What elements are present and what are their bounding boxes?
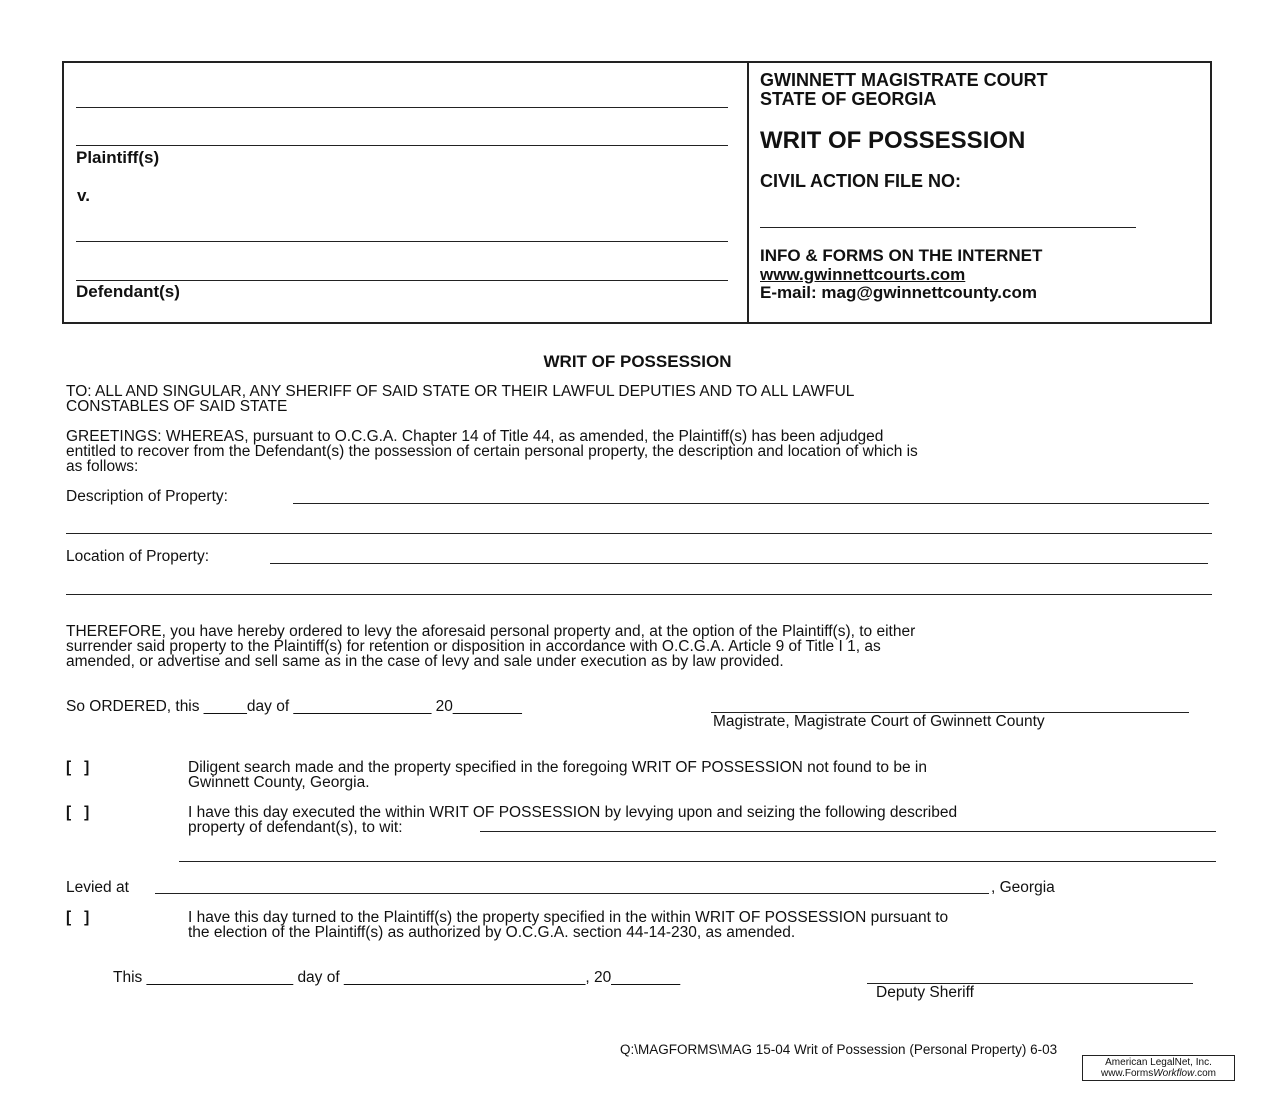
magistrate-label: Magistrate, Magistrate Court of Gwinnett County [713,713,1045,730]
vendor-url[interactable] [1083,1068,1234,1079]
versus-label: v. [77,186,90,205]
option2-line-1: I have this day executed the within WRIT OF POSSESSION by levying upon and seizing the following described [188,804,958,821]
option3-line-1: I have this day turned to the Plaintiff(s) the property specified in the within WRIT OF POSSESSION pursuant to [188,909,949,926]
therefore-line-1: THEREFORE, you have hereby ordered to levy the aforesaid personal property and, at the option of the Plaintiff(s), to either [66,623,916,640]
option2-line-2: property of defendant(s), to wit: [188,819,403,836]
vendor-box [1082,1055,1235,1081]
location-line-2[interactable] [66,594,1212,595]
description-line-2[interactable] [66,533,1212,534]
info-label: INFO & FORMS ON THE INTERNET [760,246,1043,265]
this-day-text: This _________________ day of ____________________________, 20________ [113,969,681,986]
caption-divider [747,61,749,324]
defendant-line-2[interactable] [76,280,728,281]
ordered-text: So ORDERED, this _____day of ________________ 20________ [66,698,522,715]
greetings-line-1: GREETINGS: WHEREAS, pursuant to O.C.G.A. Chapter 14 of Title 44, as amended, the Plaintiff(s) has been adjudged [66,428,884,445]
court-name: GWINNETT MAGISTRATE COURT [760,70,1048,90]
caption-box [62,61,1212,324]
greetings-line-3: as follows: [66,458,139,475]
file-no-line[interactable] [760,227,1136,228]
checkbox-turned-over[interactable]: [ ] [66,909,90,926]
plaintiff-line-2[interactable] [76,145,728,146]
checkbox-not-found[interactable]: [ ] [66,759,90,776]
therefore-line-3: amended, or advertise and sell same as in the case of levy and sale under execution as by law provided. [66,653,784,670]
description-line-1[interactable] [293,503,1209,504]
plaintiff-label: Plaintiff(s) [76,148,160,167]
property-seized-line-2[interactable] [179,861,1216,862]
therefore-line-2: surrender said property to the Plaintiff(s) for retention or disposition in accordance with O.C.G.A. Article 9 of Title I 1, as [66,638,881,655]
court-state: STATE OF GEORGIA [760,89,937,109]
website-link[interactable]: www.gwinnettcourts.com [760,265,966,284]
levied-label: Levied at [66,879,129,896]
location-label: Location of Property: [66,548,210,565]
vendor-url-prefix: www.Forms [1100,1068,1154,1079]
option1-line-2: Gwinnett County, Georgia. [188,774,370,791]
email-text: E-mail: mag@gwinnettcounty.com [760,283,1037,302]
property-seized-line-1[interactable] [480,831,1216,832]
option3-line-2: the election of the Plaintiff(s) as authorized by O.C.G.A. section 44-14-230, as amended. [188,924,796,941]
defendant-label: Defendant(s) [76,282,180,301]
location-line-1[interactable] [270,563,1208,564]
deputy-label: Deputy Sheriff [876,984,974,1001]
levied-state: , Georgia [991,879,1055,896]
form-title: WRIT OF POSSESSION [760,127,1026,154]
form-id: Q:\MAGFORMS\MAG 15-04 Writ of Possession (Personal Property) 6-03 [620,1042,1058,1057]
writ-title: WRIT OF POSSESSION [543,352,732,371]
description-label: Description of Property: [66,488,228,505]
greetings-line-2: entitled to recover from the Defendant(s) the possession of certain personal property, the description and location of which is [66,443,918,460]
file-no-label: CIVIL ACTION FILE NO: [760,171,961,191]
to-line-1: TO: ALL AND SINGULAR, ANY SHERIFF OF SAID STATE OR THEIR LAWFUL DEPUTIES AND TO ALL LAWFUL [66,383,855,400]
to-line-2: CONSTABLES OF SAID STATE [66,398,288,415]
levied-at-line[interactable] [155,893,989,894]
checkbox-executed[interactable]: [ ] [66,804,90,821]
option1-line-1: Diligent search made and the property specified in the foregoing WRIT OF POSSESSION not found to be in [188,759,927,776]
vendor-url-italic: Workflow [1153,1068,1195,1079]
plaintiff-line-1[interactable] [76,107,728,108]
vendor-name: American LegalNet, Inc. [1105,1057,1212,1068]
vendor-url-suffix: .com [1194,1068,1217,1079]
defendant-line-1[interactable] [76,241,728,242]
